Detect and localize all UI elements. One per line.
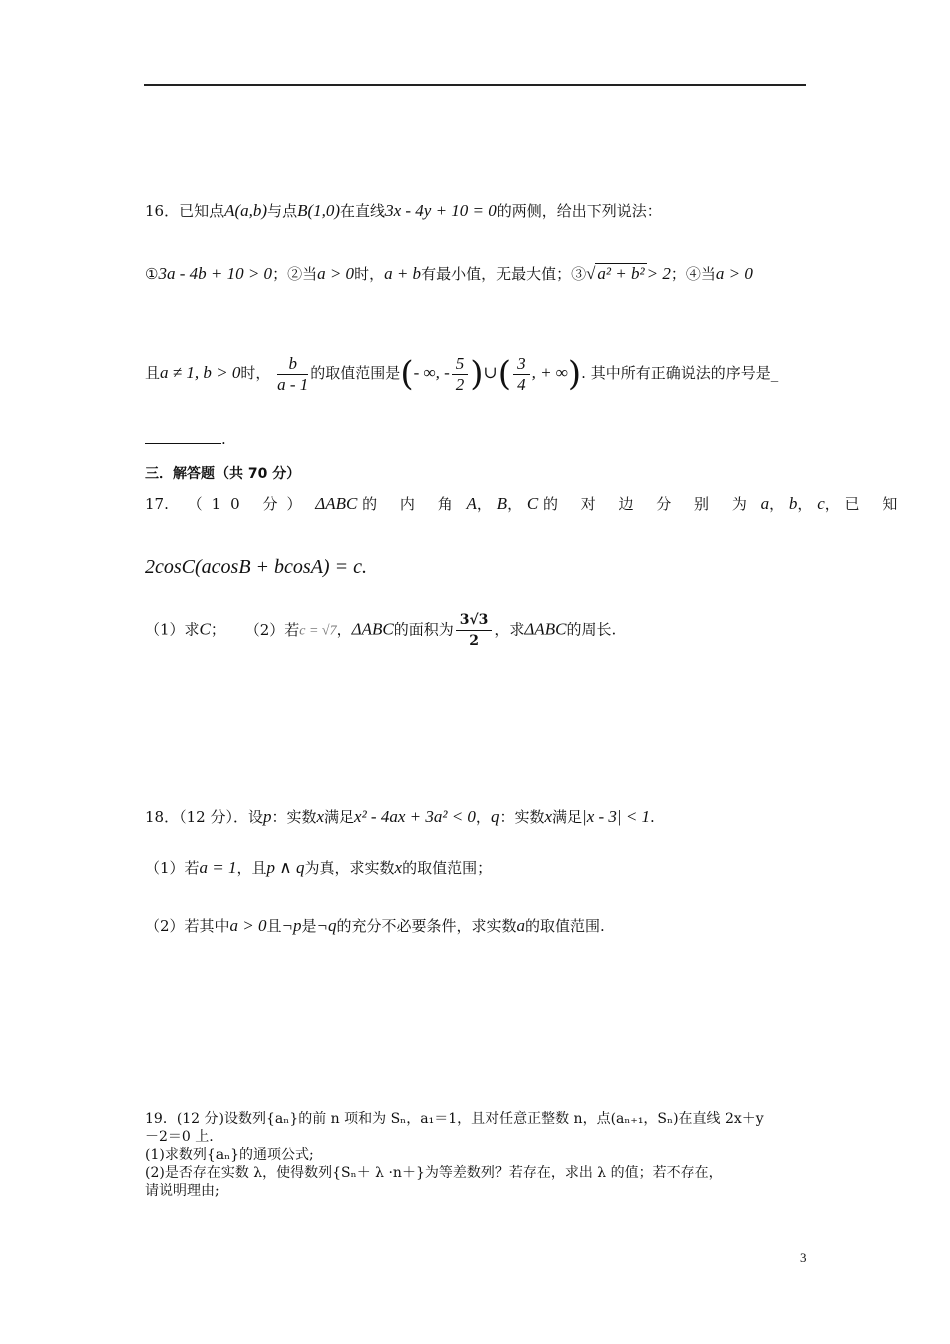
sqrt-radicand: a² + b²: [597, 264, 645, 283]
q17-parts: [145, 610, 616, 651]
text: 与点: [267, 202, 298, 220]
text: 的两侧，给出下列说法：: [496, 202, 662, 220]
sep: ，: [507, 495, 523, 513]
triangle-abc: ΔABC: [524, 619, 567, 639]
numerator: b: [277, 354, 308, 375]
text: ，求: [494, 620, 525, 639]
fraction-b-over-a-minus-1: [277, 354, 308, 395]
var-b: b: [788, 494, 798, 513]
text: 的取值范围.: [525, 917, 605, 935]
right-paren: ): [470, 354, 484, 394]
text: 且: [266, 917, 282, 935]
q17-formula: [145, 553, 367, 580]
text: 的 对 边 分 别 为: [542, 495, 756, 513]
numerator: 5: [452, 354, 469, 375]
var-c-upper: C: [199, 619, 211, 639]
point-a: A(a,b): [224, 201, 268, 220]
denominator: a - 1: [277, 374, 309, 394]
triangle-abc: ΔABC: [351, 619, 394, 639]
text: 时，: [354, 265, 385, 283]
part-1-label: （1）若: [145, 859, 200, 877]
var-a-upper: A: [466, 494, 477, 513]
sep: ，: [769, 495, 785, 513]
score: （10 分）: [187, 495, 311, 513]
interval-2-end: , + ∞: [531, 363, 568, 382]
part-1-label: （1）求: [145, 620, 200, 639]
q18-line-3: [145, 915, 605, 937]
text: 的面积为: [393, 620, 454, 639]
denominator: 2: [469, 633, 479, 649]
point-b: B(1,0): [297, 201, 341, 220]
prop-p: p: [262, 807, 272, 826]
text: 的取值范围；: [402, 859, 493, 877]
header-rule: [144, 84, 806, 86]
not-q: ¬q: [316, 916, 337, 935]
q16-line-3: [145, 350, 778, 397]
expression: a + b: [384, 264, 422, 283]
text: 满足: [552, 808, 583, 826]
var-x: x: [394, 858, 403, 877]
q16-line-1: [145, 200, 662, 222]
condition: a ≠ 1, b > 0: [160, 363, 241, 382]
interval-1-start: - ∞, -: [413, 363, 450, 382]
page-number: 3: [800, 1250, 807, 1265]
text: 的取值范围是: [310, 364, 401, 382]
sep: ，: [476, 495, 492, 513]
left-paren: (: [400, 354, 414, 394]
text: 有最小值，无最大值；③: [421, 265, 587, 283]
q17-number: 17.: [145, 495, 169, 513]
fraction-5-2: [452, 354, 469, 395]
part-2-label: （2）若: [244, 620, 300, 639]
q18-line-1: [145, 806, 655, 828]
condition-c: c = √7: [299, 623, 337, 639]
not-p: ¬p: [281, 916, 302, 935]
triangle-abc: ΔABC: [315, 494, 358, 513]
part-2-label: （2）若其中: [145, 917, 230, 935]
text: 且: [145, 364, 161, 382]
circled-1: ①: [145, 265, 159, 283]
inequality-p: x² - 4ax + 3a² < 0: [354, 807, 476, 826]
numerator: 3√3: [456, 610, 493, 631]
q16-line-2: [145, 263, 753, 285]
q19-line-2: －2＝0 上.: [145, 1129, 214, 1145]
line-equation: 3x - 4y + 10 = 0: [385, 201, 497, 220]
q17-line-1: [145, 493, 906, 515]
sqrt-sign: √: [586, 264, 596, 283]
text: ：实数: [271, 808, 317, 826]
answer-prompt: . 其中所有正确说法的序号是_: [581, 364, 779, 382]
text: 已 知: [844, 495, 907, 513]
q18-line-2: [145, 857, 492, 879]
sep: ，: [824, 495, 840, 513]
q19-part-2: (2)是否存在实数 λ，使得数列{Sₙ＋ λ ·n＋}为等差数列？若存在，求出 λ 的值；若不存在，: [145, 1165, 723, 1181]
q19-line-1: 19．(12 分)设数列{aₙ}的前 n 项和为 Sₙ，a₁＝1，且对任意正整数 n，点(aₙ₊₁，Sₙ)在直线 2x＋y: [145, 1111, 764, 1127]
section-title: 三．解答题（共 70 分）: [145, 466, 301, 482]
text: 满足: [324, 808, 355, 826]
var-c: c: [817, 494, 825, 513]
left-paren: (: [497, 354, 512, 394]
text: ；②当: [272, 265, 318, 283]
text: ：实数: [499, 808, 545, 826]
text: ；: [210, 620, 226, 639]
denominator: 4: [517, 374, 526, 394]
union-symbol: ∪: [483, 363, 498, 382]
inequality: > 2: [646, 264, 671, 283]
text: ；④当: [670, 265, 716, 283]
q16-line-4: [145, 428, 226, 450]
answer-blank[interactable]: [145, 431, 221, 444]
text: 的 内 角: [362, 495, 462, 513]
var-a: a: [760, 494, 770, 513]
condition: a = 1: [199, 858, 237, 877]
q19-part-1: (1)求数列{aₙ}的通项公式;: [145, 1147, 314, 1163]
p-and-q: p ∧ q: [266, 858, 305, 877]
var-b-upper: B: [496, 494, 508, 513]
text: .: [650, 808, 655, 826]
numerator: 3: [513, 354, 530, 375]
q19-part-2-cont: 请说明理由;: [145, 1183, 220, 1199]
prop-q: q: [490, 807, 500, 826]
q18-number: 18．（12 分）．设: [145, 808, 263, 826]
text: 是: [301, 917, 317, 935]
sep: ，: [336, 620, 352, 639]
sep: ，: [475, 808, 491, 826]
text: 的周长.: [566, 620, 617, 639]
given-equation: 2cosC(acosB + bcosA) = c.: [145, 556, 367, 578]
text: 为真，求实数: [304, 859, 395, 877]
text: 的充分不必要条件，求实数: [336, 917, 517, 935]
fraction-3-4: [513, 354, 530, 395]
var-x: x: [544, 807, 552, 826]
denominator: 2: [455, 374, 465, 394]
sep: ，: [797, 495, 813, 513]
q16-number: 16．已知点: [145, 202, 225, 220]
text: .: [221, 430, 226, 448]
condition: a > 0: [229, 916, 267, 935]
right-paren: ): [567, 354, 582, 394]
condition: a > 0: [715, 264, 753, 283]
text: ，且: [236, 859, 267, 877]
var-c-upper: C: [526, 494, 539, 513]
text: 在直线: [340, 202, 386, 220]
fraction-area: [456, 610, 493, 651]
text: 时，: [240, 364, 271, 382]
var-a: a: [516, 916, 526, 935]
statement-1: 3a - 4b + 10 > 0: [158, 264, 273, 283]
var-x: x: [316, 807, 325, 826]
condition: a > 0: [317, 264, 355, 283]
inequality-q: |x - 3| < 1: [582, 807, 651, 826]
